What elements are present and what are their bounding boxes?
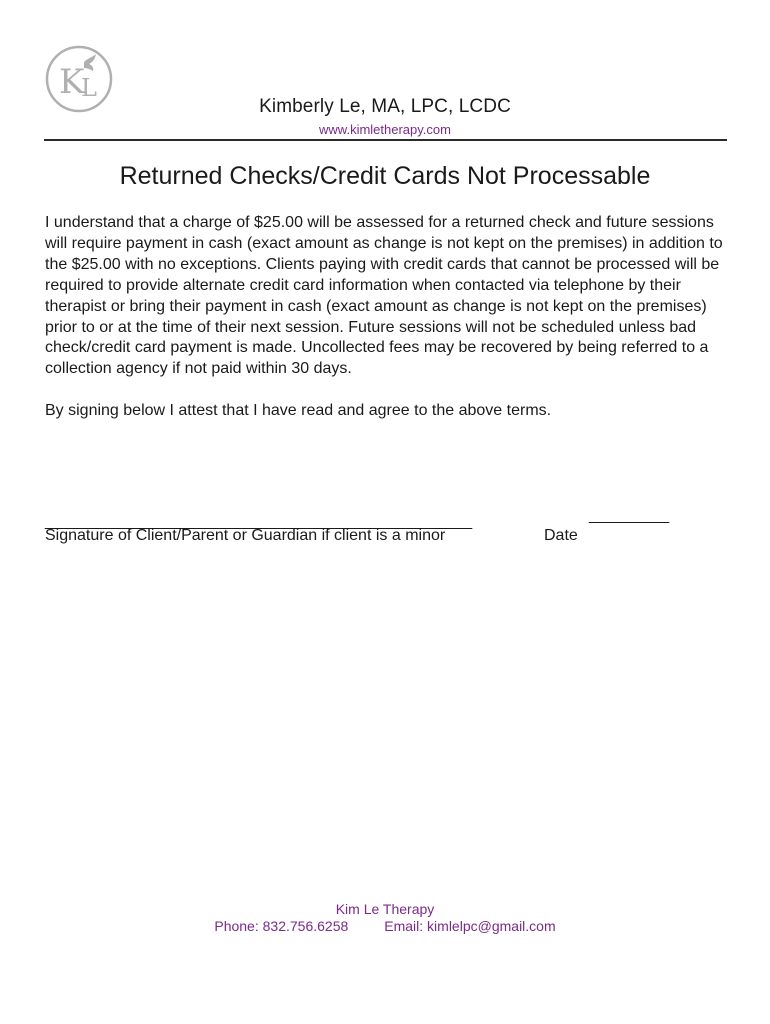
footer-email[interactable]: Email: kimlelpc@gmail.com xyxy=(384,918,556,934)
signature-line[interactable]: ________________________________________________ xyxy=(45,513,473,530)
practitioner-name: Kimberly Le, MA, LPC, LCDC xyxy=(259,96,511,117)
document-title: Returned Checks/Credit Cards Not Processable xyxy=(119,162,651,190)
signature-caption: Signature of Client/Parent or Guardian if client is a minor xyxy=(45,527,446,544)
footer-contact xyxy=(0,918,770,934)
svg-text:L: L xyxy=(81,74,97,102)
date-caption: Date xyxy=(544,527,578,544)
attestation-paragraph: By signing below I attest that I have read and agree to the above terms. xyxy=(45,402,552,420)
policy-paragraph: I understand that a charge of $25.00 will be assessed for a returned check and future sessions will require payment in cash (exact amount as change is not kept on the premises) in addition to the $25.00 with no exceptions. Clients paying with credit cards that cannot be processed will be required to provide alternate credit card information when contacted via telephone by their therapist or bring their payment in cash (exact amount as change is not kept on the premises) prior to or at the time of their next session. Future sessions will not be scheduled unless bad check/credit card payment is made. Uncollected fees may be recovered by being referred to a collection agency if not paid within 30 days. xyxy=(45,214,723,378)
footer-practice-name: Kim Le Therapy xyxy=(335,901,435,917)
website-url[interactable]: www.kimletherapy.com xyxy=(319,122,451,137)
footer-phone: Phone: 832.756.6258 xyxy=(214,918,349,934)
document-body xyxy=(45,213,729,422)
header-divider xyxy=(44,139,727,141)
date-line[interactable]: _________ xyxy=(589,507,670,524)
svg-text:K: K xyxy=(59,62,85,102)
